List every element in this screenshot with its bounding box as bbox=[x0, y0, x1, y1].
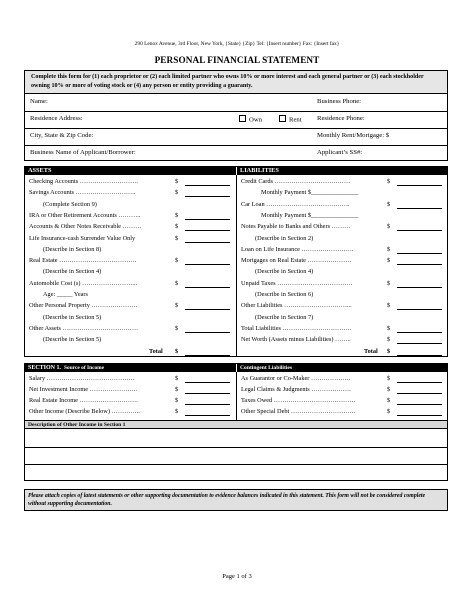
row-label: Other Assets ……………………………… bbox=[29, 324, 139, 332]
amount-field[interactable] bbox=[185, 219, 230, 220]
instructions-banner: Complete this form for (1) each proprietor or (2) each limited partner who owns 10% or more interest and each general partner or (3) each stockholder owning 10% or more of voting stock or (4) any person or entity providing a guaranty. bbox=[24, 70, 448, 93]
income-header-section-number: SECTION 1. bbox=[28, 365, 62, 371]
amount-field[interactable] bbox=[397, 264, 442, 265]
row-label: Total Liabilities …………………………… bbox=[241, 324, 352, 332]
amount-field[interactable] bbox=[397, 393, 442, 394]
dollar-sign: $ bbox=[387, 257, 391, 265]
amount-field[interactable] bbox=[397, 208, 442, 209]
amount-field[interactable] bbox=[185, 264, 230, 265]
amount-field[interactable] bbox=[185, 196, 230, 197]
row-label: Taxes Owed ………………………………… bbox=[241, 397, 356, 404]
info-row-city bbox=[25, 128, 447, 145]
ssn-label: Applicant’s SS#: bbox=[317, 149, 363, 156]
page-number: Page 1 of 3 bbox=[222, 573, 252, 580]
income-header bbox=[25, 364, 236, 372]
column-divider bbox=[236, 175, 237, 356]
row-label: Age: _____ Years bbox=[43, 291, 88, 298]
dollar-sign: $ bbox=[175, 375, 179, 382]
dollar-sign: $ bbox=[175, 408, 179, 415]
amount-field[interactable] bbox=[185, 332, 230, 333]
row-label: Life Insurance-cash Surrender Value Only bbox=[29, 234, 136, 242]
dollar-sign: $ bbox=[175, 223, 179, 231]
dollar-sign: $ bbox=[175, 397, 179, 404]
income-header-title: Source of Income bbox=[64, 365, 105, 371]
amount-field[interactable] bbox=[185, 309, 230, 310]
dollar-sign: $ bbox=[387, 336, 391, 344]
dollar-sign: $ bbox=[387, 223, 391, 231]
row-label: Other Liabilities …………………………... bbox=[241, 302, 352, 310]
dollar-sign: $ bbox=[175, 189, 179, 197]
row-label: Accounts & Other Notes Receivable ……… bbox=[29, 223, 142, 231]
liabilities-total-label: Total bbox=[364, 347, 378, 355]
amount-field[interactable] bbox=[185, 393, 230, 394]
row-label: Monthly Payment $_______________ bbox=[261, 211, 359, 219]
row-label: Unpaid Taxes ……………………………… bbox=[241, 279, 353, 287]
assets-total-label: Total bbox=[149, 347, 163, 355]
dollar-sign: $ bbox=[175, 324, 179, 332]
row-label: (Describe in Section 6) bbox=[255, 291, 314, 298]
dollar-sign: $ bbox=[387, 178, 391, 185]
dollar-sign: $ bbox=[175, 178, 179, 185]
info-row-business bbox=[25, 145, 447, 162]
row-label: (Describe in Section 5) bbox=[43, 336, 102, 344]
amount-field[interactable] bbox=[397, 253, 442, 254]
row-label: Car Loan …………………………………. bbox=[241, 200, 350, 208]
dollar-sign: $ bbox=[387, 408, 391, 415]
name-label: Name: bbox=[30, 98, 48, 105]
business-phone-label: Business Phone: bbox=[317, 98, 362, 105]
dollar-sign: $ bbox=[175, 279, 179, 287]
dollar-sign: $ bbox=[175, 234, 179, 242]
residence-address-label: Residence Address: bbox=[30, 115, 83, 122]
amount-field[interactable] bbox=[397, 332, 442, 333]
residence-phone-label: Residence Phone: bbox=[317, 115, 365, 122]
amount-field[interactable] bbox=[185, 415, 230, 416]
row-label: (Describe in Section 2) bbox=[255, 234, 314, 242]
dollar-sign: $ bbox=[175, 211, 179, 219]
dollar-sign: $ bbox=[387, 386, 391, 393]
row-label: Notes Payable to Banks and Others ……… bbox=[241, 223, 351, 231]
amount-field[interactable] bbox=[185, 230, 230, 231]
amount-field[interactable] bbox=[185, 287, 230, 288]
row-label: Credit Cards ……………………………… bbox=[241, 178, 351, 185]
own-option[interactable] bbox=[239, 115, 262, 124]
dollar-sign: $ bbox=[387, 200, 391, 208]
description-line bbox=[25, 464, 447, 465]
rent-checkbox[interactable] bbox=[279, 115, 286, 122]
amount-field[interactable] bbox=[397, 382, 442, 383]
dollar-sign: $ bbox=[387, 375, 391, 382]
assets-total-field[interactable] bbox=[185, 355, 230, 356]
amount-field[interactable] bbox=[397, 309, 442, 310]
amount-field[interactable] bbox=[397, 343, 442, 344]
row-label: IRA or Other Retirement Accounts ……….. bbox=[29, 211, 141, 219]
row-label: (Describe in Section 8) bbox=[43, 245, 102, 253]
info-row-residence bbox=[25, 111, 447, 128]
row-label: Checking Accounts ………………………. bbox=[29, 178, 138, 185]
company-address: 290 Lenox Avenue, 3rd Floor, New York, {State} {Zip} Tel: {Insert number} Fax: {Insert fax} bbox=[134, 41, 340, 47]
row-label: (Describe in Section 4) bbox=[43, 268, 102, 276]
row-label: As Guarantor or Co-Maker ………………. bbox=[241, 375, 351, 382]
row-label: Real Estate ………………………………. bbox=[29, 257, 137, 265]
dollar-sign: $ bbox=[387, 397, 391, 404]
amount-field[interactable] bbox=[185, 404, 230, 405]
liabilities-total-dollar: $ bbox=[387, 347, 391, 355]
amount-field[interactable] bbox=[185, 382, 230, 383]
row-label: (Describe in Section 5) bbox=[43, 313, 102, 321]
dollar-sign: $ bbox=[387, 245, 391, 253]
row-label: Real Estate Income ………………………. bbox=[29, 397, 138, 404]
income-section bbox=[24, 363, 448, 481]
dollar-sign: $ bbox=[175, 386, 179, 393]
row-label: Automobile Cost (s) ……………………... bbox=[29, 279, 138, 287]
other-income-description-header: Description of Other Income in Section 1 bbox=[25, 420, 447, 429]
contingent-header: Contingent Liabilities bbox=[236, 364, 447, 372]
row-label: (Describe in Section 7) bbox=[255, 313, 314, 321]
row-label: Loan on Life Insurance ……………………. bbox=[241, 245, 354, 253]
dollar-sign: $ bbox=[387, 302, 391, 310]
rent-label: Rent bbox=[289, 116, 302, 124]
dollar-sign: $ bbox=[387, 324, 391, 332]
amount-field[interactable] bbox=[397, 185, 442, 186]
amount-field[interactable] bbox=[185, 242, 230, 243]
monthly-rent-label: Monthly Rent/Mortgage: $ bbox=[317, 132, 390, 139]
supporting-docs-note: Please attach copies of latest statements or other supporting documentation to evidence balances indicated in this statement. This form will not be considered complete without supporting documentation. bbox=[24, 489, 448, 511]
assets-header: ASSETS bbox=[25, 167, 236, 175]
column-divider bbox=[236, 372, 237, 420]
description-line bbox=[25, 447, 447, 448]
row-label: Legal Claims & Judgments ………………. bbox=[241, 386, 351, 393]
row-label: Salary …………………………………… bbox=[29, 375, 135, 382]
dollar-sign: $ bbox=[387, 279, 391, 287]
amount-field[interactable] bbox=[397, 415, 442, 416]
info-row-name bbox=[25, 94, 447, 111]
assets-liabilities-section bbox=[24, 166, 448, 357]
amount-field[interactable] bbox=[185, 185, 230, 186]
liabilities-total-field[interactable] bbox=[397, 355, 442, 356]
city-state-zip-label: City, State & Zip Code: bbox=[30, 132, 94, 139]
row-label: Other Personal Property …………………. bbox=[29, 302, 138, 310]
row-label: Savings Accounts ……………………….. bbox=[29, 189, 136, 197]
row-label: Net Investment Income ………………….. bbox=[29, 386, 137, 393]
page-title: PERSONAL FINANCIAL STATEMENT bbox=[154, 55, 320, 65]
amount-field[interactable] bbox=[397, 287, 442, 288]
liabilities-header: LIABILITIES bbox=[236, 167, 447, 175]
applicant-info-section bbox=[24, 93, 448, 161]
business-name-label: Business Name of Applicant/Borrower: bbox=[30, 149, 136, 156]
row-label: (Describe in Section 4) bbox=[255, 268, 314, 276]
assets-total-dollar: $ bbox=[175, 347, 179, 355]
row-label: Mortgages on Real Estate ………………… bbox=[241, 257, 352, 265]
dollar-sign: $ bbox=[175, 257, 179, 265]
own-label: Own bbox=[249, 116, 263, 124]
row-label: (Complete Section 9) bbox=[43, 200, 97, 208]
rent-option[interactable] bbox=[279, 115, 302, 124]
amount-field[interactable] bbox=[397, 230, 442, 231]
row-label: Monthly Payment $_______________ bbox=[261, 189, 359, 197]
row-label: Net Worth (Assets minus Liabilities) …….. bbox=[241, 336, 351, 344]
row-label: Other Income (Describe Below) ………….. bbox=[29, 408, 140, 415]
own-checkbox[interactable] bbox=[239, 115, 246, 122]
amount-field[interactable] bbox=[397, 404, 442, 405]
row-label: Other Special Debt …………………………. bbox=[241, 408, 356, 415]
dollar-sign: $ bbox=[175, 302, 179, 310]
